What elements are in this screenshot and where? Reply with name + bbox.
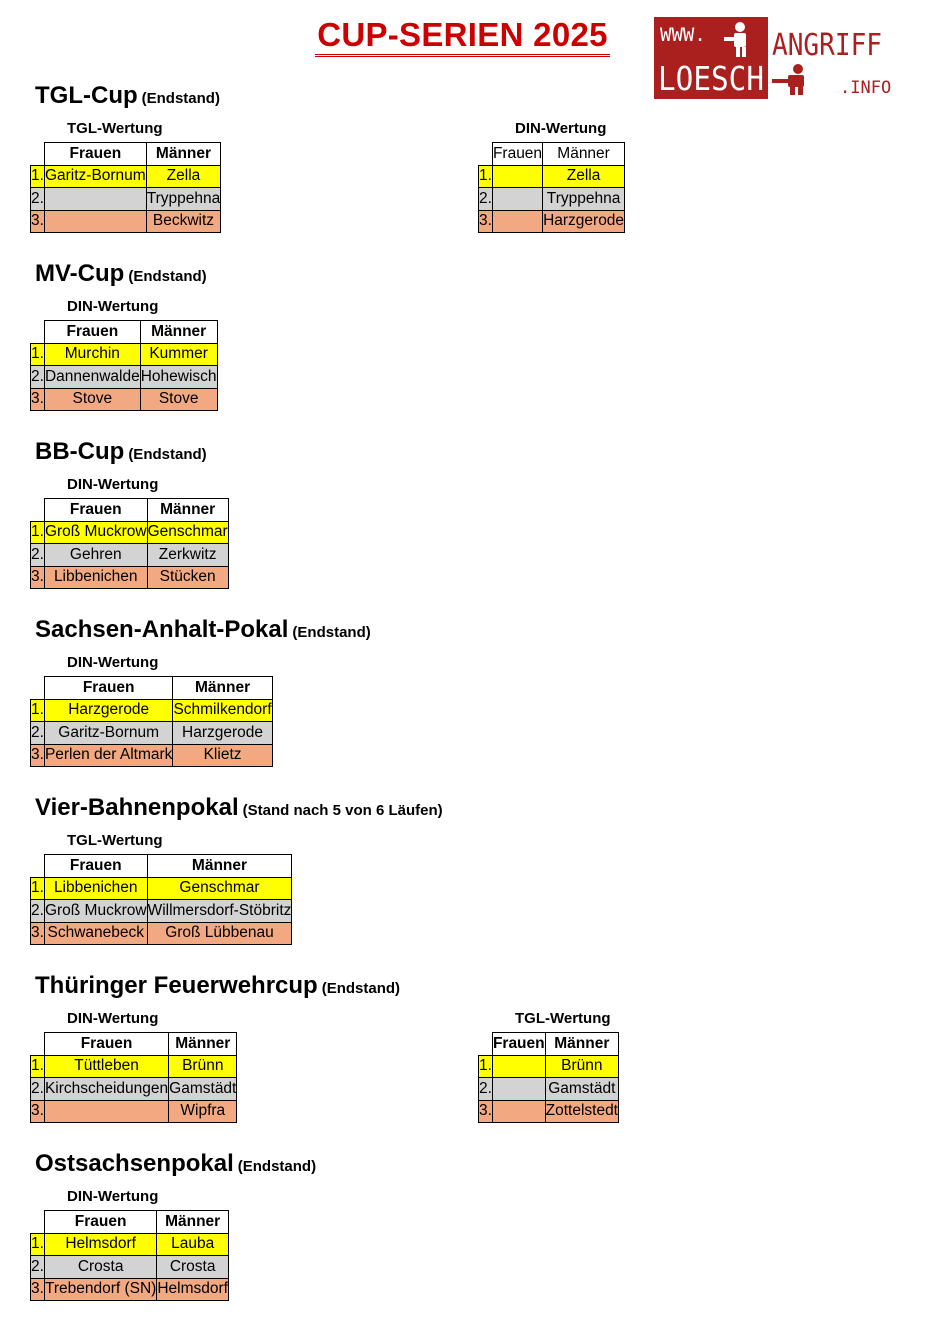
maenner-cell: Crosta (157, 1256, 229, 1279)
frauen-cell: Dannenwalde (44, 366, 140, 389)
rank-cell: 3. (479, 1100, 493, 1123)
table-row (31, 521, 229, 544)
table-row (479, 1100, 619, 1123)
section-heading (35, 82, 220, 110)
logo-www-text: WWW. (660, 24, 706, 46)
header-frauen: Frauen (44, 855, 147, 878)
rank-cell: 1. (479, 165, 493, 188)
header-maenner: Männer (173, 677, 272, 700)
wertung-label: TGL-Wertung (67, 120, 163, 137)
header-frauen: Frauen (44, 321, 140, 344)
table-row (31, 343, 218, 366)
maenner-cell: Tryppehna (146, 188, 221, 211)
table-row (479, 210, 625, 233)
ranking-table (30, 142, 221, 233)
ranking-table (30, 1210, 229, 1301)
ranking-table (30, 1032, 237, 1123)
maenner-cell: Schmilkendorf (173, 699, 272, 722)
rank-cell: 1. (31, 1055, 45, 1078)
rank-cell: 3. (31, 1278, 45, 1301)
section-heading (35, 972, 400, 1000)
maenner-cell: Zella (543, 165, 625, 188)
frauen-cell: Helmsdorf (44, 1233, 156, 1256)
maenner-cell: Kummer (140, 343, 217, 366)
maenner-cell: Klietz (173, 744, 272, 767)
table-row (31, 165, 221, 188)
maenner-cell: Stove (140, 388, 217, 411)
rank-cell: 3. (31, 210, 45, 233)
rank-cell: 1. (31, 521, 45, 544)
frauen-cell: Kirchscheidungen (44, 1078, 168, 1101)
rank-cell: 1. (31, 343, 45, 366)
maenner-cell: Genschmar (147, 877, 292, 900)
ranking-table (478, 142, 625, 233)
table-row (31, 744, 273, 767)
ranking-table (30, 320, 218, 411)
rank-cell: 2. (31, 900, 45, 923)
rank-cell: 2. (31, 544, 45, 567)
frauen-cell: Groß Muckrow (44, 521, 147, 544)
maenner-cell: Zottelstedt (545, 1100, 618, 1123)
section-heading (35, 1150, 316, 1178)
header-maenner: Männer (157, 1211, 229, 1234)
ranking-table (30, 676, 273, 767)
header-frauen: Frauen (492, 1033, 545, 1056)
maenner-cell: Brünn (169, 1055, 237, 1078)
table-row (479, 1055, 619, 1078)
section-status-note: (Endstand) (292, 624, 371, 641)
table-row (31, 922, 292, 945)
table-header-row (479, 1033, 619, 1056)
header-blank-cell (479, 143, 493, 166)
frauen-cell: Libbenichen (44, 566, 147, 589)
table-row (31, 900, 292, 923)
header-frauen: Frauen (44, 143, 146, 166)
header-blank-cell (31, 143, 45, 166)
rank-cell: 2. (31, 188, 45, 211)
table-row (31, 1233, 229, 1256)
rank-cell: 2. (479, 188, 493, 211)
table-header-row (31, 1211, 229, 1234)
section-title: TGL-Cup (35, 82, 138, 109)
frauen-cell: Gehren (44, 544, 147, 567)
header-blank-cell (31, 321, 45, 344)
wertung-label: TGL-Wertung (67, 832, 163, 849)
frauen-cell (492, 188, 542, 211)
wertung-label: DIN-Wertung (67, 1010, 159, 1027)
header-blank-cell (31, 499, 45, 522)
maenner-cell: Willmersdorf-Stöbritz (147, 900, 292, 923)
rank-cell: 3. (479, 210, 493, 233)
header-maenner: Männer (146, 143, 221, 166)
wertung-label: TGL-Wertung (515, 1010, 611, 1027)
rank-cell: 3. (31, 566, 45, 589)
header-blank-cell (479, 1033, 493, 1056)
table-row (31, 544, 229, 567)
section-title: MV-Cup (35, 260, 125, 287)
maenner-cell: Gamstädt (545, 1078, 618, 1101)
section-title: Thüringer Feuerwehrcup (35, 972, 318, 999)
maenner-cell: Brünn (545, 1055, 618, 1078)
table-row (31, 1100, 237, 1123)
frauen-cell: Perlen der Altmark (44, 744, 173, 767)
frauen-cell: Garitz-Bornum (44, 722, 173, 745)
table-row (31, 1278, 229, 1301)
frauen-cell (492, 1100, 545, 1123)
maenner-cell: Stücken (147, 566, 228, 589)
frauen-cell: Tüttleben (44, 1055, 168, 1078)
table-row (31, 566, 229, 589)
header-frauen: Frauen (44, 499, 147, 522)
rank-cell: 3. (31, 388, 45, 411)
frauen-cell: Stove (44, 388, 140, 411)
table-row (31, 1256, 229, 1279)
maenner-cell: Gamstädt (169, 1078, 237, 1101)
maenner-cell: Zella (146, 165, 221, 188)
header-maenner: Männer (543, 143, 625, 166)
frauen-cell: Schwanebeck (44, 922, 147, 945)
maenner-cell: Harzgerode (173, 722, 272, 745)
frauen-cell (492, 210, 542, 233)
table-row (31, 210, 221, 233)
header-blank-cell (31, 1033, 45, 1056)
maenner-cell: Beckwitz (146, 210, 221, 233)
rank-cell: 3. (31, 922, 45, 945)
maenner-cell: Genschmar (147, 521, 228, 544)
table-row (479, 188, 625, 211)
header-maenner: Männer (140, 321, 217, 344)
wertung-label: DIN-Wertung (67, 654, 159, 671)
page-title-text: CUP-SERIEN 2025 (315, 16, 610, 57)
table-row (479, 165, 625, 188)
section-status-note: (Endstand) (128, 268, 207, 285)
maenner-cell: Tryppehna (543, 188, 625, 211)
rank-cell: 3. (31, 1100, 45, 1123)
header-frauen: Frauen (44, 1033, 168, 1056)
rank-cell: 2. (31, 366, 45, 389)
table-header-row (31, 143, 221, 166)
header-blank-cell (31, 855, 45, 878)
wertung-label: DIN-Wertung (67, 476, 159, 493)
wertung-label: DIN-Wertung (67, 1188, 159, 1205)
table-header-row (31, 321, 218, 344)
wertung-label: DIN-Wertung (67, 298, 159, 315)
rank-cell: 3. (31, 744, 45, 767)
table-header-row (31, 855, 292, 878)
header-blank-cell (31, 1211, 45, 1234)
frauen-cell (492, 1055, 545, 1078)
logo-angriff-text: ANGRIFF (772, 28, 882, 63)
section-heading (35, 794, 443, 822)
ranking-table (30, 498, 229, 589)
logo-info-text: .INFO (840, 78, 892, 98)
table-header-row (31, 677, 273, 700)
frauen-cell: Garitz-Bornum (44, 165, 146, 188)
table-row (479, 1078, 619, 1101)
frauen-cell (44, 188, 146, 211)
table-row (31, 877, 292, 900)
table-row (31, 1078, 237, 1101)
table-header-row (31, 1033, 237, 1056)
wertung-label: DIN-Wertung (515, 120, 607, 137)
maenner-cell: Hohewisch (140, 366, 217, 389)
section-title: Ostsachsenpokal (35, 1150, 234, 1177)
frauen-cell (44, 210, 146, 233)
rank-cell: 1. (31, 877, 45, 900)
frauen-cell: Crosta (44, 1256, 156, 1279)
table-row (31, 699, 273, 722)
section-status-note: (Endstand) (237, 1158, 317, 1175)
ranking-table (30, 854, 292, 945)
header-maenner: Männer (545, 1033, 618, 1056)
section-status-note: (Stand nach 5 von 6 Läufen) (242, 802, 443, 819)
table-row (31, 366, 218, 389)
rank-cell: 2. (31, 1256, 45, 1279)
header-frauen: Frauen (44, 1211, 156, 1234)
logo-loesch-text: LOESCH (658, 59, 764, 98)
maenner-cell: Groß Lübbenau (147, 922, 292, 945)
maenner-cell: Wipfra (169, 1100, 237, 1123)
header-maenner: Männer (147, 499, 228, 522)
section-status-note: (Endstand) (128, 446, 207, 463)
frauen-cell: Groß Muckrow (44, 900, 147, 923)
frauen-cell (44, 1100, 168, 1123)
maenner-cell: Zerkwitz (147, 544, 228, 567)
table-row (31, 1055, 237, 1078)
section-heading (35, 260, 207, 288)
header-maenner: Männer (147, 855, 292, 878)
rank-cell: 1. (31, 699, 45, 722)
section-status-note: (Endstand) (141, 90, 220, 107)
rank-cell: 1. (479, 1055, 493, 1078)
rank-cell: 1. (31, 165, 45, 188)
rank-cell: 2. (479, 1078, 493, 1101)
rank-cell: 1. (31, 1233, 45, 1256)
loeschangriff-logo (654, 17, 892, 99)
frauen-cell: Libbenichen (44, 877, 147, 900)
table-header-row (479, 143, 625, 166)
section-heading (35, 438, 207, 466)
frauen-cell: Murchin (44, 343, 140, 366)
table-row (31, 188, 221, 211)
header-frauen: Frauen (492, 143, 542, 166)
maenner-cell: Lauba (157, 1233, 229, 1256)
section-title: Vier-Bahnenpokal (35, 794, 239, 821)
frauen-cell (492, 165, 542, 188)
table-row (31, 722, 273, 745)
ranking-table (478, 1032, 619, 1123)
section-title: Sachsen-Anhalt-Pokal (35, 616, 289, 643)
header-blank-cell (31, 677, 45, 700)
frauen-cell: Trebendorf (SN) (44, 1278, 156, 1301)
table-header-row (31, 499, 229, 522)
maenner-cell: Harzgerode (543, 210, 625, 233)
header-frauen: Frauen (44, 677, 173, 700)
section-status-note: (Endstand) (321, 980, 401, 997)
frauen-cell: Harzgerode (44, 699, 173, 722)
rank-cell: 2. (31, 1078, 45, 1101)
rank-cell: 2. (31, 722, 45, 745)
header-maenner: Männer (169, 1033, 237, 1056)
section-heading (35, 616, 371, 644)
frauen-cell (492, 1078, 545, 1101)
table-row (31, 388, 218, 411)
section-title: BB-Cup (35, 438, 125, 465)
maenner-cell: Helmsdorf (157, 1278, 229, 1301)
